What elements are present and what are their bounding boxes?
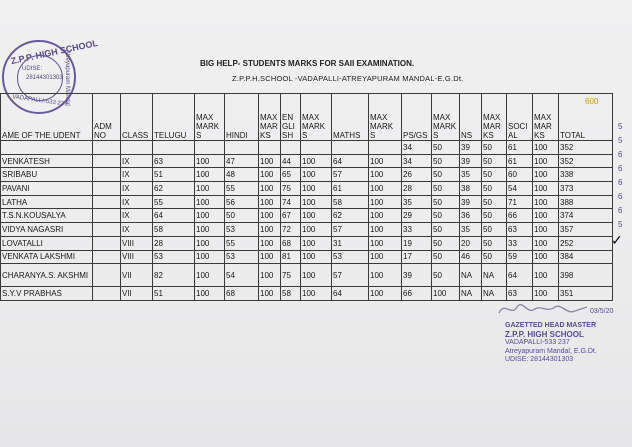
- table-cell: 57: [332, 168, 369, 182]
- table-cell: 57: [332, 264, 369, 287]
- table-cell: 48: [225, 168, 259, 182]
- table-row: [1, 168, 613, 182]
- table-cell: 100: [301, 287, 332, 301]
- side-mark: 6: [618, 192, 623, 201]
- table-cell: NS: [460, 94, 482, 141]
- document-subtitle: Z.P.P.H.SCHOOL -VADAPALLI-ATREYAPURAM MANDAL-E.G.Dt.: [232, 74, 464, 83]
- table-cell: 82: [153, 264, 195, 287]
- table-cell: VENKATA LAKSHMI: [1, 250, 93, 264]
- table-cell: 352: [559, 141, 613, 155]
- table-row: [1, 154, 613, 168]
- table-cell: 64: [332, 154, 369, 168]
- table-cell: [369, 141, 402, 155]
- table-cell: IX: [121, 223, 153, 237]
- table-cell: 100: [533, 236, 559, 250]
- table-cell: 100: [369, 154, 402, 168]
- table-cell: [1, 141, 93, 155]
- stamp-title: GAZETTED HEAD MASTER: [505, 322, 596, 329]
- table-cell: [93, 209, 121, 223]
- table-cell: 67: [281, 209, 301, 223]
- table-cell: 100: [259, 264, 281, 287]
- signature-date: 03/5/20: [590, 308, 614, 315]
- table-cell: 19: [402, 236, 432, 250]
- table-cell: 38: [460, 182, 482, 196]
- table-cell: 50: [432, 182, 460, 196]
- stamp-inner-text-1: UDISE:: [22, 66, 43, 72]
- table-cell: 100: [369, 236, 402, 250]
- table-cell: 65: [281, 168, 301, 182]
- table-cell: 46: [460, 250, 482, 264]
- table-cell: 100: [259, 209, 281, 223]
- table-cell: 53: [225, 223, 259, 237]
- stamp-inner-text-2: 28144301303: [26, 75, 63, 81]
- table-cell: 63: [153, 154, 195, 168]
- table-cell: 100: [533, 182, 559, 196]
- table-cell: 100: [301, 154, 332, 168]
- table-cell: 63: [507, 287, 533, 301]
- table-cell: 100: [195, 223, 225, 237]
- table-cell: 55: [225, 236, 259, 250]
- table-cell: 373: [559, 182, 613, 196]
- table-cell: 81: [281, 250, 301, 264]
- table-cell: MAX MARK S: [195, 94, 225, 141]
- table-cell: 100: [195, 236, 225, 250]
- table-cell: [93, 141, 121, 155]
- table-cell: 100: [259, 195, 281, 209]
- table-cell: LATHA: [1, 195, 93, 209]
- table-cell: MATHS: [332, 94, 369, 141]
- table-cell: 28: [153, 236, 195, 250]
- table-row: [1, 182, 613, 196]
- table-cell: 26: [402, 168, 432, 182]
- table-cell: 57: [332, 223, 369, 237]
- table-cell: 100: [301, 209, 332, 223]
- table-cell: 100: [195, 154, 225, 168]
- table-cell: 61: [332, 182, 369, 196]
- table-cell: 50: [482, 209, 507, 223]
- table-cell: 50: [482, 168, 507, 182]
- table-row: [1, 223, 613, 237]
- table-cell: 51: [153, 287, 195, 301]
- table-cell: 63: [507, 223, 533, 237]
- table-cell: 100: [369, 168, 402, 182]
- table-cell: 100: [195, 264, 225, 287]
- table-cell: 50: [482, 154, 507, 168]
- table-cell: 35: [460, 168, 482, 182]
- handwritten-note: 600: [585, 97, 599, 106]
- table-cell: 50: [432, 236, 460, 250]
- table-cell: 35: [460, 223, 482, 237]
- table-cell: 58: [332, 195, 369, 209]
- table-cell: 53: [225, 250, 259, 264]
- table-cell: 100: [195, 195, 225, 209]
- table-cell: 50: [482, 250, 507, 264]
- table-cell: MAX MAR KS: [482, 94, 507, 141]
- side-mark: 6: [618, 206, 623, 215]
- check-mark-icon: ✓: [611, 232, 623, 248]
- table-cell: 29: [402, 209, 432, 223]
- side-mark: 5: [618, 220, 623, 229]
- table-cell: [195, 141, 225, 155]
- table-cell: 31: [332, 236, 369, 250]
- table-cell: 100: [533, 168, 559, 182]
- table-cell: NA: [460, 287, 482, 301]
- table-cell: EN GLI SH: [281, 94, 301, 141]
- table-cell: 39: [460, 154, 482, 168]
- table-cell: [93, 182, 121, 196]
- table-cell: 50: [482, 236, 507, 250]
- table-cell: 54: [225, 264, 259, 287]
- table-cell: 100: [259, 250, 281, 264]
- table-cell: IX: [121, 182, 153, 196]
- table-cell: VIII: [121, 236, 153, 250]
- stamp-school: Z.P.P. HIGH SCHOOL: [505, 329, 584, 339]
- table-cell: 64: [332, 287, 369, 301]
- table-cell: PS/GS: [402, 94, 432, 141]
- stamp-udise: UDISE: 28144301303: [505, 356, 574, 363]
- side-mark: 5: [618, 136, 623, 145]
- table-cell: 388: [559, 195, 613, 209]
- table-cell: HINDI: [225, 94, 259, 141]
- side-mark: 6: [618, 150, 623, 159]
- table-cell: NA: [482, 264, 507, 287]
- table-cell: IX: [121, 154, 153, 168]
- stamp-mandal: Atreyapuram Mandal, E.G.Dt.: [505, 347, 597, 355]
- table-cell: 100: [195, 168, 225, 182]
- table-cell: 100: [369, 223, 402, 237]
- table-cell: 100: [259, 168, 281, 182]
- table-row: [1, 141, 613, 155]
- table-cell: 100: [259, 223, 281, 237]
- table-cell: 384: [559, 250, 613, 264]
- head-master-stamp: [505, 322, 597, 365]
- table-cell: 72: [281, 223, 301, 237]
- table-cell: 100: [259, 236, 281, 250]
- table-cell: SRIBABU: [1, 168, 93, 182]
- table-cell: 100: [259, 287, 281, 301]
- table-cell: 338: [559, 168, 613, 182]
- table-cell: 36: [460, 209, 482, 223]
- table-cell: 100: [432, 287, 460, 301]
- table-cell: 100: [369, 287, 402, 301]
- table-cell: 100: [533, 154, 559, 168]
- table-cell: VENKATESH: [1, 154, 93, 168]
- table-cell: [93, 236, 121, 250]
- table-cell: 100: [195, 182, 225, 196]
- table-cell: [93, 287, 121, 301]
- table-cell: 100: [195, 287, 225, 301]
- table-cell: [332, 141, 369, 155]
- table-cell: 50: [432, 223, 460, 237]
- table-cell: 39: [460, 195, 482, 209]
- table-cell: CLASS: [121, 94, 153, 141]
- table-cell: 50: [432, 195, 460, 209]
- table-cell: 62: [332, 209, 369, 223]
- table-cell: MAX MAR KS: [533, 94, 559, 141]
- table-cell: 35: [402, 195, 432, 209]
- table-cell: ADM NO: [93, 94, 121, 141]
- stamp-top-text: Z.P.P. HIGH SCHOOL: [9, 37, 99, 67]
- table-cell: 100: [301, 264, 332, 287]
- table-cell: 60: [507, 168, 533, 182]
- table-cell: 75: [281, 264, 301, 287]
- table-cell: 66: [402, 287, 432, 301]
- table-cell: 50: [482, 195, 507, 209]
- table-cell: 351: [559, 287, 613, 301]
- table-cell: 50: [432, 250, 460, 264]
- side-mark: 5: [618, 122, 623, 131]
- table-cell: 50: [482, 223, 507, 237]
- table-cell: 100: [369, 209, 402, 223]
- table-cell: MAX MARK S: [432, 94, 460, 141]
- table-row: [1, 250, 613, 264]
- table-cell: SOCI AL: [507, 94, 533, 141]
- table-cell: 100: [533, 223, 559, 237]
- table-cell: T.S.N.KOUSALYA: [1, 209, 93, 223]
- table-cell: 39: [402, 264, 432, 287]
- table-cell: 58: [281, 287, 301, 301]
- table-cell: 100: [369, 250, 402, 264]
- table-cell: 252: [559, 236, 613, 250]
- table-cell: 28: [402, 182, 432, 196]
- table-cell: 44: [281, 154, 301, 168]
- table-cell: 357: [559, 223, 613, 237]
- table-cell: 100: [533, 264, 559, 287]
- table-cell: [301, 141, 332, 155]
- table-cell: 50: [482, 141, 507, 155]
- side-marks: [618, 120, 622, 232]
- table-cell: 100: [259, 154, 281, 168]
- table-cell: IX: [121, 168, 153, 182]
- table-cell: 17: [402, 250, 432, 264]
- table-cell: VIDYA NAGASRI: [1, 223, 93, 237]
- table-cell: VII: [121, 264, 153, 287]
- table-cell: 61: [507, 141, 533, 155]
- table-cell: NA: [460, 264, 482, 287]
- table-cell: 62: [153, 182, 195, 196]
- table-cell: PAVANI: [1, 182, 93, 196]
- table-cell: 64: [507, 264, 533, 287]
- stamp-place: VADAPALLI-533 237: [505, 339, 570, 346]
- table-cell: 64: [153, 209, 195, 223]
- table-row: [1, 195, 613, 209]
- table-cell: 34: [402, 154, 432, 168]
- document-title: BIG HELP- STUDENTS MARKS FOR SAII EXAMINATION.: [200, 59, 415, 68]
- table-cell: [93, 223, 121, 237]
- table-cell: [225, 141, 259, 155]
- table-cell: MAX MARK S: [301, 94, 332, 141]
- table-cell: 50: [432, 168, 460, 182]
- table-cell: 100: [301, 182, 332, 196]
- table-cell: 50: [432, 154, 460, 168]
- table-cell: 100: [369, 182, 402, 196]
- table-cell: [93, 154, 121, 168]
- table-cell: 71: [507, 195, 533, 209]
- table-cell: [281, 141, 301, 155]
- table-cell: 75: [281, 182, 301, 196]
- table-cell: 100: [301, 195, 332, 209]
- table-cell: 100: [195, 250, 225, 264]
- table-cell: [153, 141, 195, 155]
- stamp-bottom-text: VADAPALLI-533 237: [11, 94, 68, 108]
- table-cell: VII: [121, 287, 153, 301]
- table-cell: 34: [402, 141, 432, 155]
- table-cell: AME OF THE UDENT: [1, 94, 93, 141]
- table-cell: 56: [225, 195, 259, 209]
- table-cell: 100: [301, 168, 332, 182]
- table-cell: 20: [460, 236, 482, 250]
- table-row: [1, 209, 613, 223]
- table-cell: 100: [301, 223, 332, 237]
- signature: [495, 295, 595, 323]
- table-cell: 100: [369, 264, 402, 287]
- table-cell: 61: [507, 154, 533, 168]
- table-cell: 33: [507, 236, 533, 250]
- table-cell: 100: [195, 209, 225, 223]
- table-cell: [93, 250, 121, 264]
- table-cell: 53: [332, 250, 369, 264]
- table-cell: 50: [482, 182, 507, 196]
- table-header-row: [1, 94, 613, 141]
- table-cell: 39: [460, 141, 482, 155]
- table-cell: 59: [507, 250, 533, 264]
- table-cell: MAX MAR KS: [259, 94, 281, 141]
- table-cell: 58: [153, 223, 195, 237]
- table-cell: 100: [301, 250, 332, 264]
- table-cell: [93, 264, 121, 287]
- table-cell: NA: [482, 287, 507, 301]
- table-cell: 100: [533, 141, 559, 155]
- table-cell: 50: [432, 141, 460, 155]
- table-cell: 74: [281, 195, 301, 209]
- table-cell: 100: [301, 236, 332, 250]
- marks-table: [0, 93, 613, 301]
- table-cell: [121, 141, 153, 155]
- table-cell: VIII: [121, 250, 153, 264]
- table-cell: 55: [225, 182, 259, 196]
- table-cell: 352: [559, 154, 613, 168]
- stamp-side-text: Atreyapuram Mandal: [64, 50, 70, 106]
- table-cell: 53: [153, 250, 195, 264]
- table-cell: TELUGU: [153, 94, 195, 141]
- table-cell: 47: [225, 154, 259, 168]
- table-cell: 374: [559, 209, 613, 223]
- table-row: [1, 264, 613, 287]
- table-cell: 100: [259, 182, 281, 196]
- table-cell: 100: [533, 195, 559, 209]
- table-cell: 100: [533, 287, 559, 301]
- table-cell: 55: [153, 195, 195, 209]
- table-cell: 51: [153, 168, 195, 182]
- table-cell: 100: [369, 195, 402, 209]
- side-mark: 6: [618, 164, 623, 173]
- table-cell: LOVATALLI: [1, 236, 93, 250]
- table-cell: [93, 168, 121, 182]
- table-cell: IX: [121, 209, 153, 223]
- table-cell: MAX MARK S: [369, 94, 402, 141]
- table-cell: S.Y.V PRABHAS: [1, 287, 93, 301]
- table-cell: 68: [225, 287, 259, 301]
- table-cell: TOTAL: [559, 94, 613, 141]
- table-cell: 398: [559, 264, 613, 287]
- table-cell: 50: [225, 209, 259, 223]
- table-cell: 33: [402, 223, 432, 237]
- table-cell: 100: [533, 250, 559, 264]
- table-cell: 66: [507, 209, 533, 223]
- table-cell: CHARANYA.S. AKSHMI: [1, 264, 93, 287]
- side-mark: 6: [618, 178, 623, 187]
- table-cell: 54: [507, 182, 533, 196]
- table-row: [1, 236, 613, 250]
- table-cell: 68: [281, 236, 301, 250]
- table-cell: 100: [533, 209, 559, 223]
- table-cell: 50: [432, 264, 460, 287]
- table-cell: 50: [432, 209, 460, 223]
- table-cell: [259, 141, 281, 155]
- table-cell: [93, 195, 121, 209]
- table-cell: IX: [121, 195, 153, 209]
